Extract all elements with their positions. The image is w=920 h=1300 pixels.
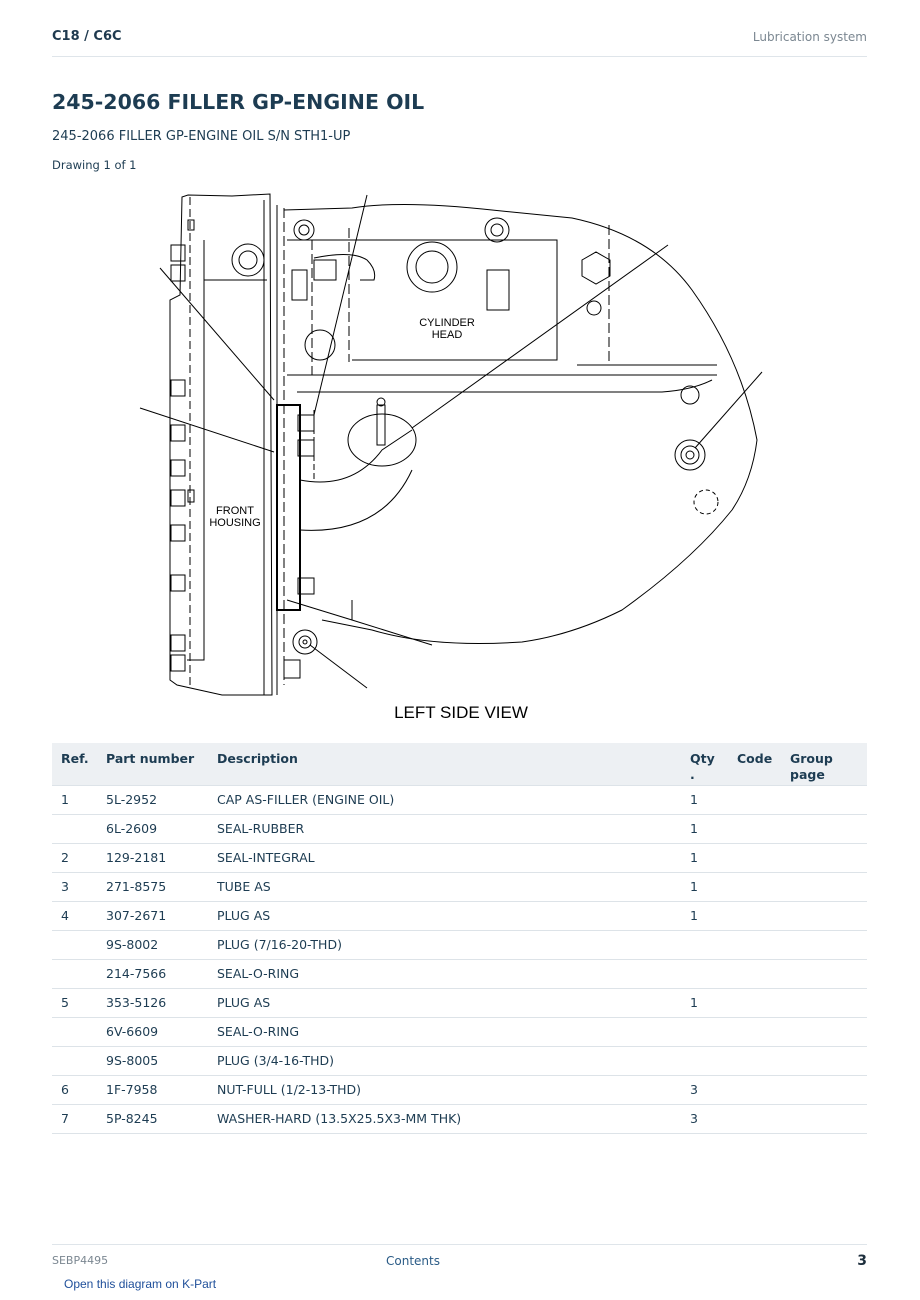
table-row: [52, 785, 867, 814]
qty-cell: 1: [681, 814, 728, 843]
table-row: [52, 814, 867, 843]
code-cell: [728, 872, 781, 901]
ref-cell: 1: [52, 785, 97, 814]
group-page-cell: [781, 1017, 867, 1046]
table-row: [52, 872, 867, 901]
ref-cell: [52, 930, 97, 959]
ref-cell: 7: [52, 1104, 97, 1133]
qty-column-header: Qty .: [681, 743, 728, 785]
group-page-cell: [781, 1075, 867, 1104]
page-title: 245-2066 FILLER GP-ENGINE OIL: [52, 90, 425, 114]
description-cell: NUT-FULL (1/2-13-THD): [208, 1075, 681, 1104]
page-number: 3: [857, 1253, 867, 1269]
part-number-cell: 9S-8005: [97, 1046, 208, 1075]
table-row: [52, 901, 867, 930]
qty-cell: 1: [681, 843, 728, 872]
ref-cell: [52, 814, 97, 843]
front-housing-label-line1: FRONT: [216, 505, 254, 517]
group-page-cell: [781, 930, 867, 959]
ref-cell: 4: [52, 901, 97, 930]
code-cell: [728, 988, 781, 1017]
qty-cell: 3: [681, 1075, 728, 1104]
description-cell: SEAL-O-RING: [208, 1017, 681, 1046]
front-housing-label-line2: HOUSING: [209, 517, 261, 529]
table-row: [52, 988, 867, 1017]
qty-cell: [681, 930, 728, 959]
table-header-row: [52, 743, 867, 785]
part-number-cell: 307-2671: [97, 901, 208, 930]
ref-cell: 5: [52, 988, 97, 1017]
part-number-cell: 214-7566: [97, 959, 208, 988]
part-number-cell: 6L-2609: [97, 814, 208, 843]
description-cell: SEAL-INTEGRAL: [208, 843, 681, 872]
code-cell: [728, 843, 781, 872]
group-page-column-header: Group page: [781, 743, 867, 785]
group-page-cell: [781, 901, 867, 930]
description-column-header: Description: [208, 743, 681, 785]
description-cell: TUBE AS: [208, 872, 681, 901]
cylinder-head-label-line2: HEAD: [431, 329, 463, 341]
part-number-cell: 9S-8002: [97, 930, 208, 959]
qty-cell: [681, 959, 728, 988]
group-page-cell: [781, 1046, 867, 1075]
group-page-cell: [781, 959, 867, 988]
qty-cell: [681, 1017, 728, 1046]
document-number: SEBP4495: [52, 1254, 109, 1267]
cylinder-head-label-line1: CYLINDER: [419, 317, 475, 329]
table-row: [52, 1046, 867, 1075]
description-cell: PLUG AS: [208, 901, 681, 930]
page-header: [52, 28, 867, 57]
description-cell: CAP AS-FILLER (ENGINE OIL): [208, 785, 681, 814]
group-page-cell: [781, 988, 867, 1017]
qty-cell: [681, 1046, 728, 1075]
ref-cell: 6: [52, 1075, 97, 1104]
table-row: [52, 959, 867, 988]
page-footer: [52, 1244, 867, 1275]
part-number-cell: 271-8575: [97, 872, 208, 901]
code-cell: [728, 1075, 781, 1104]
table-row: [52, 843, 867, 872]
group-page-cell: [781, 872, 867, 901]
code-cell: [728, 1017, 781, 1046]
group-page-cell: [781, 814, 867, 843]
parts-table: [52, 743, 867, 1134]
code-cell: [728, 1104, 781, 1133]
qty-cell: 1: [681, 988, 728, 1017]
ref-cell: 3: [52, 872, 97, 901]
group-page-cell: [781, 785, 867, 814]
code-cell: [728, 959, 781, 988]
section-name: Lubrication system: [752, 30, 867, 44]
table-row: [52, 1017, 867, 1046]
description-cell: PLUG (3/4-16-THD): [208, 1046, 681, 1075]
code-column-header: Code: [728, 743, 781, 785]
code-cell: [728, 785, 781, 814]
part-number-cell: 6V-6609: [97, 1017, 208, 1046]
qty-cell: 1: [681, 785, 728, 814]
group-page-cell: [781, 843, 867, 872]
drawing-counter: Drawing 1 of 1: [52, 158, 137, 172]
qty-cell: 1: [681, 872, 728, 901]
part-number-cell: 129-2181: [97, 843, 208, 872]
description-cell: WASHER-HARD (13.5X25.5X3-MM THK): [208, 1104, 681, 1133]
ref-cell: [52, 1046, 97, 1075]
description-cell: PLUG (7/16-20-THD): [208, 930, 681, 959]
open-in-kpart-link[interactable]: Open this diagram on K-Part: [64, 1277, 217, 1291]
parts-diagram: [52, 180, 812, 730]
part-number-cell: 5P-8245: [97, 1104, 208, 1133]
part-number-cell: 1F-7958: [97, 1075, 208, 1104]
ref-column-header: Ref.: [52, 743, 97, 785]
ref-cell: [52, 1017, 97, 1046]
description-cell: SEAL-RUBBER: [208, 814, 681, 843]
page-subtitle: 245-2066 FILLER GP-ENGINE OIL S/N STH1-UP: [52, 129, 351, 144]
ref-cell: [52, 959, 97, 988]
view-caption: LEFT SIDE VIEW: [394, 703, 528, 722]
part-number-cell: 353-5126: [97, 988, 208, 1017]
group-page-cell: [781, 1104, 867, 1133]
table-row: [52, 1075, 867, 1104]
table-row: [52, 930, 867, 959]
code-cell: [728, 814, 781, 843]
part-number-cell: 5L-2952: [97, 785, 208, 814]
code-cell: [728, 1046, 781, 1075]
model-label: C18 / C6C: [52, 29, 122, 44]
description-cell: PLUG AS: [208, 988, 681, 1017]
code-cell: [728, 901, 781, 930]
description-cell: SEAL-O-RING: [208, 959, 681, 988]
code-cell: [728, 930, 781, 959]
table-row: [52, 1104, 867, 1133]
qty-cell: 3: [681, 1104, 728, 1133]
part-number-column-header: Part number: [97, 743, 208, 785]
qty-cell: 1: [681, 901, 728, 930]
ref-cell: 2: [52, 843, 97, 872]
contents-link[interactable]: Contents: [386, 1254, 440, 1268]
